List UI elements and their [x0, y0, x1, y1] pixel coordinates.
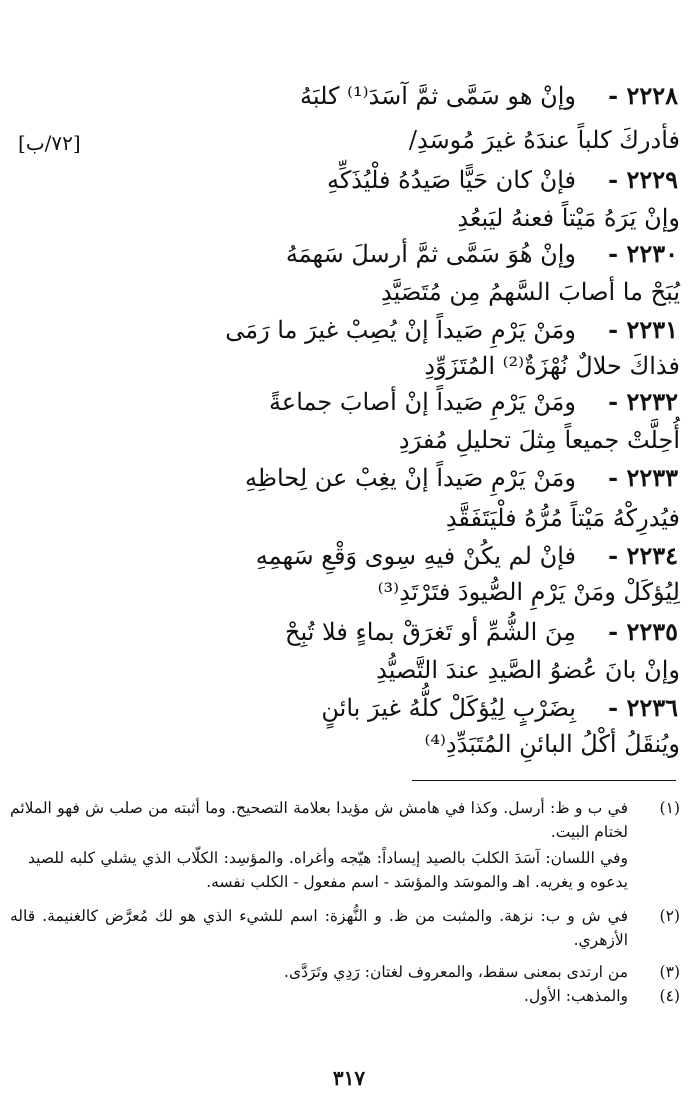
footnote-text: في ب و ظ: أرسل. وكذا في هامش ش مؤيدا بعلامة التصحيح. وما أثبته من صلب ش فهو الملائم لختام البيت.	[10, 799, 628, 841]
verse-row	[0, 118, 698, 162]
verse-number: ٢٢٣٢ -	[608, 387, 678, 416]
verse-second-hemistich: يُبَحْ ما أصابَ السَّهمُ مِن مُتَصَيَّدِ	[381, 278, 680, 306]
footnote-number: (٤)	[659, 987, 680, 1005]
footnote-text: وفي اللسان: آسَدَ الكلبَ بالصيد إيساداً: هيّجه وأغراه. والمؤسِد: الكلّاب الذي يشلي كلبه للصيد يدعوه و يغريه. اهـ والموسَد والمؤسَد - اسم مفعول - الكلب نفسه.	[28, 849, 628, 891]
verse-second-hemistich: ويُنقَلُ أكْلُ البائنِ المُتَبَدِّدِ⁽⁴⁾	[424, 730, 680, 758]
verse-second-hemistich: لِيُؤكَلْ ومَنْ يَرْمِ الصُّيودَ فتَرْتَدِ⁽³⁾	[377, 578, 680, 606]
verse-row	[0, 74, 698, 118]
verse-first-hemistich: بِضَرْبٍ لِيُؤكَلْ كلُّهُ غيرَ بائنٍ	[321, 694, 576, 722]
verse-number: ٢٢٢٨ -	[608, 81, 678, 110]
verse-number: ٢٢٣٥ -	[608, 617, 678, 646]
footnote-text: والمذهب: الأول.	[524, 987, 628, 1005]
verse-first-hemistich: وإنْ هُوَ سَمَّى ثمَّ أرسلَ سَهمَهُ	[285, 240, 576, 268]
verse-first-hemistich: فإنْ لم يكُنْ فيهِ سِوى وَقْعِ سَهمِهِ	[255, 542, 576, 570]
verse-number: ٢٢٣١ -	[608, 315, 678, 344]
verse-first-hemistich: ومَنْ يَرْمِ صَيداً إنْ أصابَ جماعةً	[269, 388, 576, 416]
verse-number: ٢٢٣٠ -	[608, 239, 678, 268]
footnote-separator	[412, 780, 676, 781]
verse-second-hemistich: فيُدرِكْهُ مَيْتاً مُرُّهُ فلْيَتَفَقَّدِ	[445, 504, 680, 532]
footnote	[10, 796, 680, 844]
verse-number: ٢٢٣٦ -	[608, 693, 678, 722]
verse-number: ٢٢٢٩ -	[608, 165, 678, 194]
footnote	[10, 904, 680, 952]
verse-first-hemistich: ومَنْ يَرْمِ صَيداً إنْ يغِبْ عن لِحاظِهِ	[245, 464, 576, 492]
verse-row	[0, 570, 698, 614]
page-number: ٣١٧	[332, 1066, 366, 1090]
verse-first-hemistich: مِنَ الشُّمِّ أو تَغرَقْ بماءٍ فلا تُبِحْ	[285, 618, 576, 646]
footnote-number: (٣)	[659, 963, 680, 981]
verse-second-hemistich: فأدركَ كلباً عندَهُ غيرَ مُوسَدِ/	[408, 126, 680, 154]
footnote-number: (٢)	[659, 907, 680, 925]
verse-second-hemistich: وإنْ بانَ عُضوُ الصَّيدِ عندَ التَّصيُّدِ	[376, 656, 680, 684]
verse-second-hemistich: أُحِلَّتْ جميعاً مِثلَ تحليلِ مُفرَدِ	[398, 426, 680, 454]
verse-first-hemistich: ومَنْ يَرْمِ صَيداً إنْ يُصِبْ غيرَ ما رَمَى	[225, 316, 576, 344]
verse-row	[0, 722, 698, 766]
folio-margin-note: [٧٢/ب]	[18, 131, 81, 155]
verse-number: ٢٢٣٤ -	[608, 541, 678, 570]
footnote-number: (١)	[659, 799, 680, 817]
footnote	[10, 960, 680, 984]
footnote-text: من ارتدى بمعنى سقط، والمعروف لغتان: رَدِي وتَرَدَّى.	[284, 963, 628, 981]
verse-number: ٢٢٣٣ -	[608, 463, 678, 492]
verse-second-hemistich: وإنْ يَرَهُ مَيْتاً فعنهُ ليَبعُدِ	[457, 204, 680, 232]
verse-first-hemistich: فإنْ كان حَيًّا صَيدُهُ فلْيُذَكِّهِ	[326, 166, 576, 194]
footnote	[10, 984, 680, 1008]
verse-second-hemistich: فذاكَ حلالٌ نُهْزَةٌ⁽²⁾ المُتَزَوِّدِ	[424, 352, 680, 380]
footnote-text: في ش و ب: نزهة. والمثبت من ظ. و النُّهزة: اسم للشيء الذي هو لك مُعرَّض كالغنيمة. قاله الأزهري.	[10, 907, 628, 949]
verse-first-hemistich: وإنْ هو سَمَّى ثمَّ آسَدَ⁽¹⁾ كلبَهُ	[299, 82, 576, 110]
verse-row	[0, 456, 698, 500]
